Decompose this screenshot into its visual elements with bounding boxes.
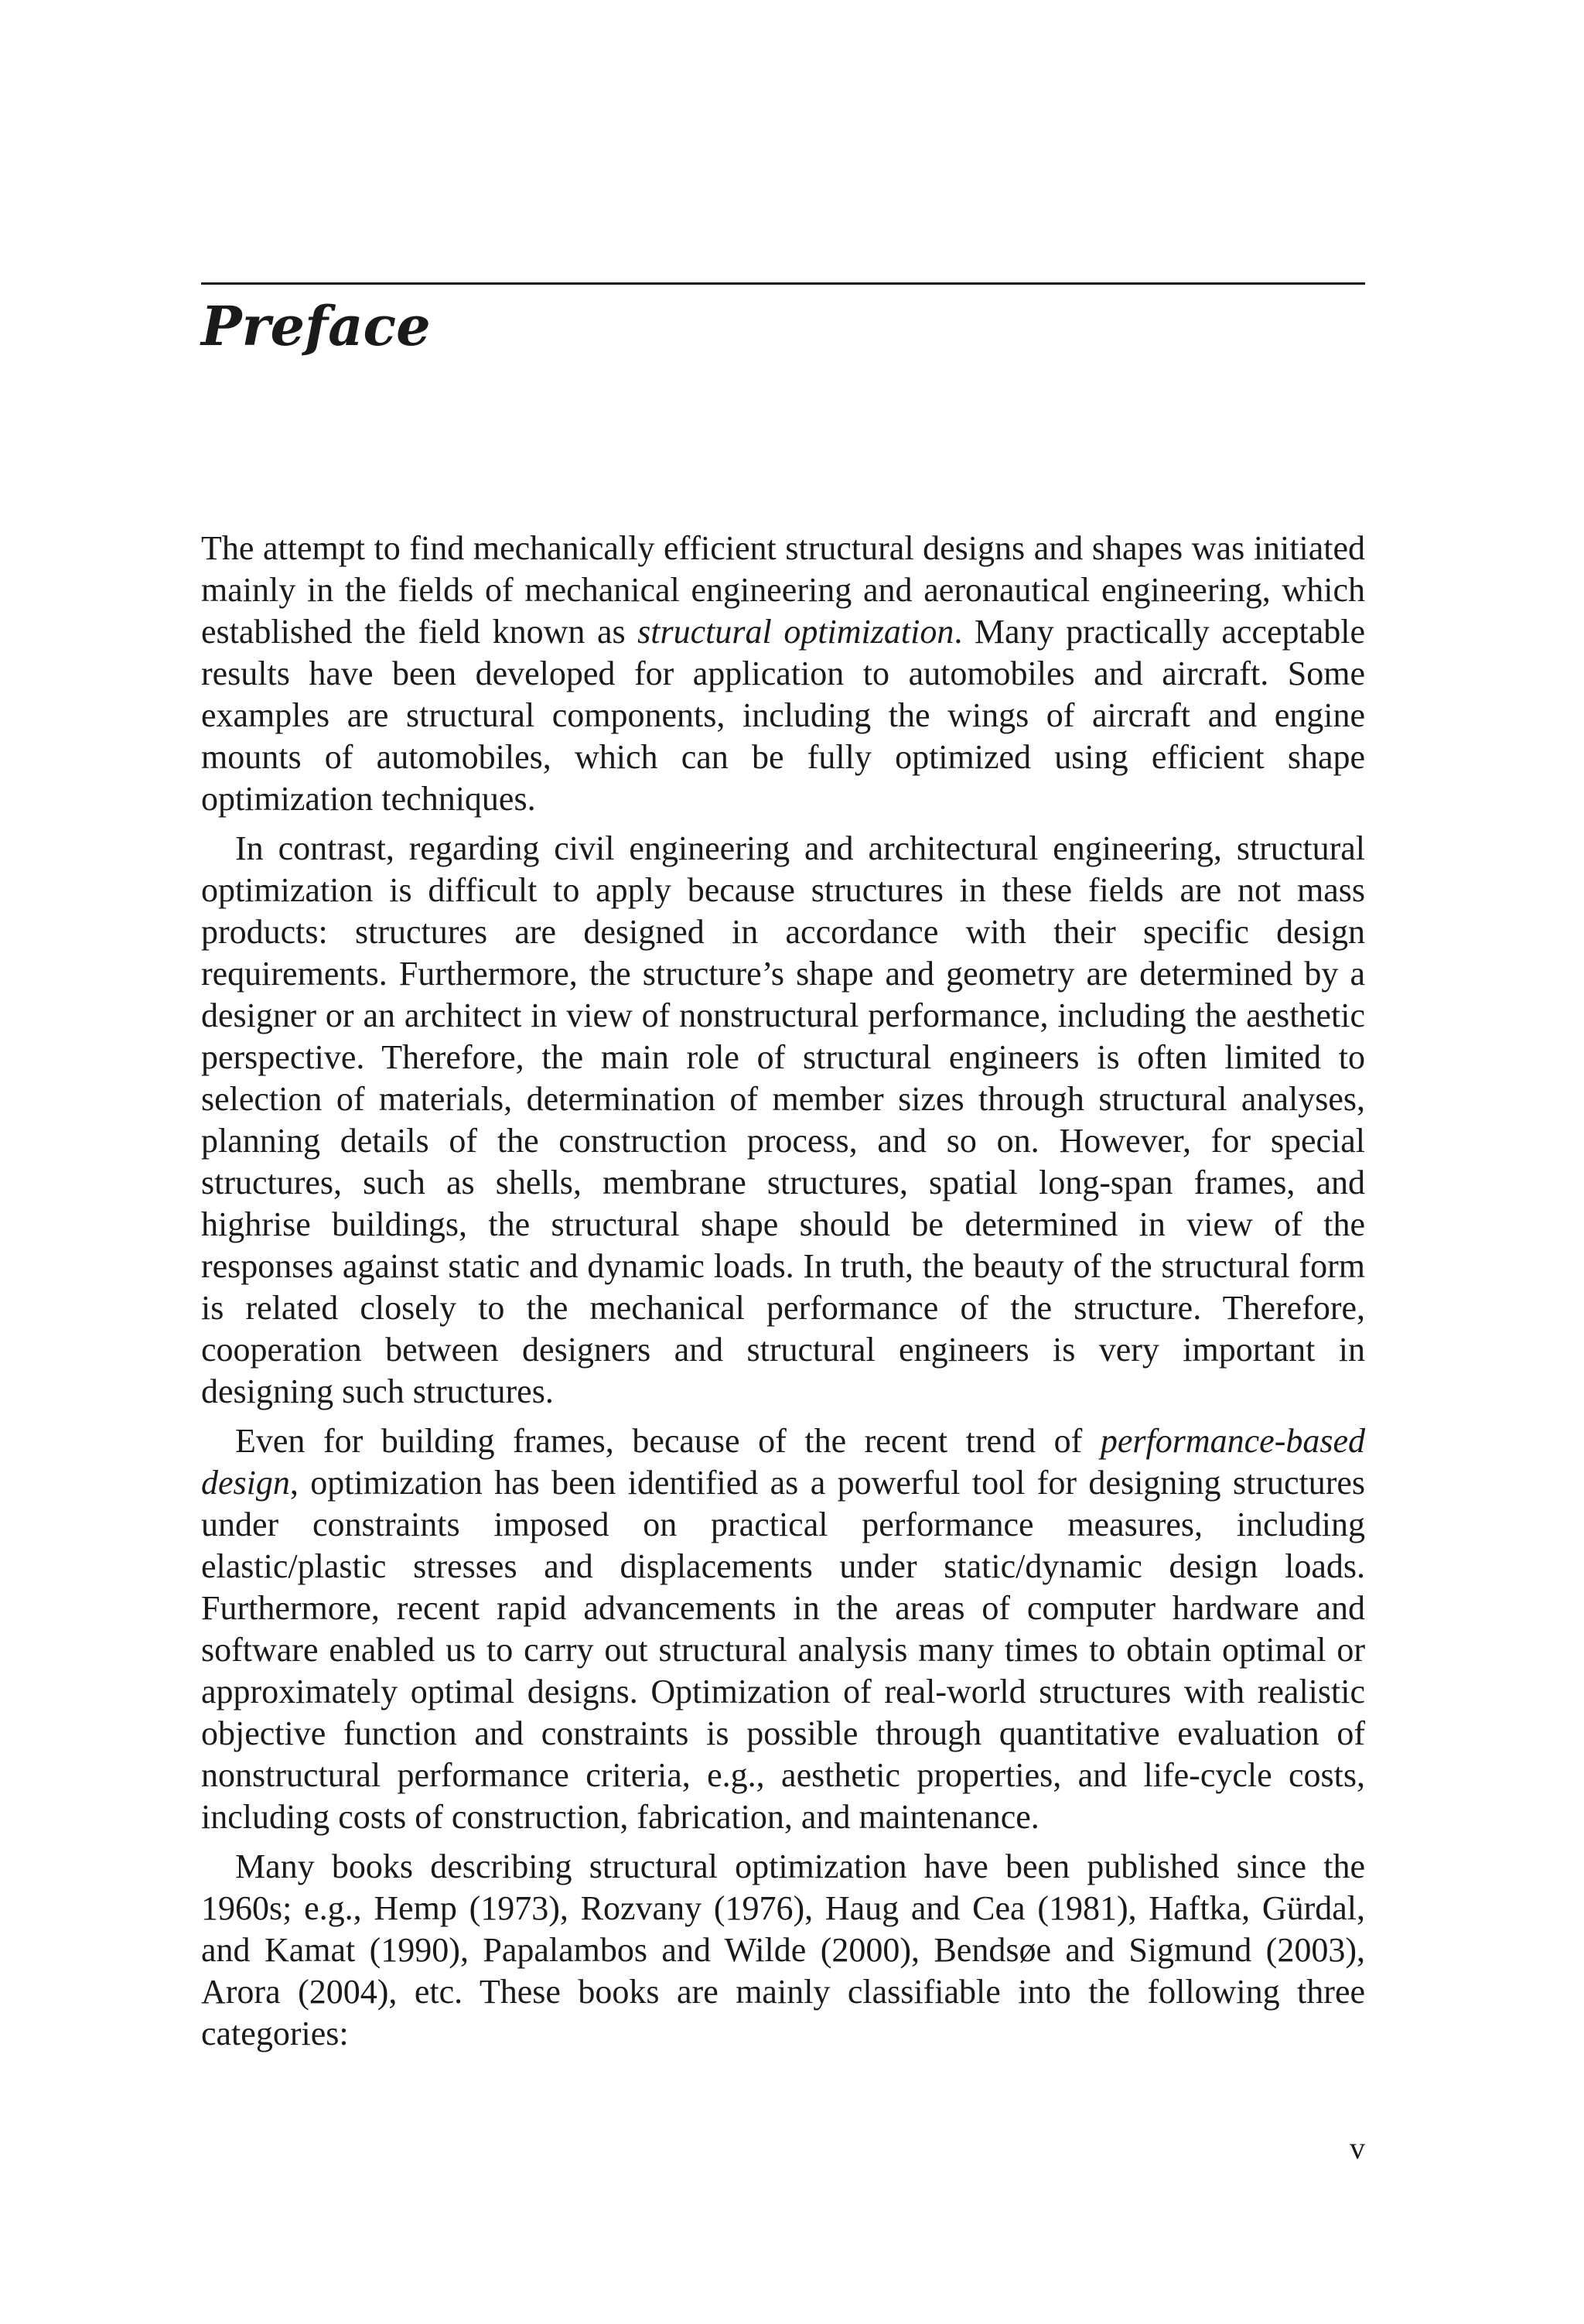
paragraph-2 xyxy=(201,828,1365,1413)
paragraph-4-text-before: Many books describing structural optimization have been published since the 1960s; e.g., Hemp (1973), Rozvany (1976), Haug and Cea (1981), Haftka, Gürdal, and Kamat (1990), Papalambos and Wilde (2000), Bendsøe and Sigmund (2003), Arora (2004), etc. These books are mainly classifiable into the following three categories: xyxy=(201,1847,1365,2052)
chapter-title: Preface xyxy=(201,294,431,358)
paragraph-1-emphasis: structural optimization xyxy=(637,613,954,651)
paragraph-1 xyxy=(201,528,1365,820)
chapter-rule xyxy=(201,282,1365,285)
paragraph-2-text-before: In contrast, regarding civil engineering and architectural engineering, structural optimization is difficult to apply because structures in these fields are not mass products: structures are designed in accordance with their specific design requirements. Furthermore, the structure’s shape and geometry are determined by a designer or an architect in view of nonstructural performance, including the aesthetic perspective. Therefore, the main role of structural engineers is often limited to selection of materials, determination of member sizes through structural analyses, planning details of the construction process, and so on. However, for special structures, such as shells, membrane structures, spatial long-span frames, and highrise buildings, the structural shape should be determined in view of the responses against static and dynamic loads. In truth, the beauty of the structural form is related closely to the mechanical performance of the structure. Therefore, cooperation between designers and structural engineers is very important in designing such structures. xyxy=(201,829,1365,1410)
body-text xyxy=(201,528,1365,2055)
page-number: v xyxy=(1350,2131,1365,2165)
paragraph-3-text-before: Even for building frames, because of the recent trend of xyxy=(235,1422,1101,1460)
paragraph-1-text-after: . Many practically acceptable results have been developed for application to automobiles and aircraft. Some examples are structural components, including the wings of aircraft and engine mounts of automobiles, which can be fully optimized using efficient shape optimization techniques. xyxy=(201,613,1365,818)
paragraph-3-text-after: , optimization has been identified as a powerful tool for designing structures under constraints imposed on practical performance measures, including elastic/plastic stresses and displacements under static/dynamic design loads. Furthermore, recent rapid advancements in the areas of computer hardware and software enabled us to carry out structural analysis many times to obtain optimal or approximately optimal designs. Optimization of real-world structures with realistic objective function and constraints is possible through quantitative evaluation of nonstructural performance criteria, e.g., aesthetic properties, and life-cycle costs, including costs of construction, fabrication, and maintenance. xyxy=(201,1464,1365,1836)
paragraph-3-emphasis: performance-based design xyxy=(201,1422,1365,1502)
paragraph-3 xyxy=(201,1420,1365,1838)
paragraph-4 xyxy=(201,1846,1365,2055)
paragraph-1-text-before: The attempt to find mechanically efficient structural designs and shapes was initiated mainly in the fields of mechanical engineering and aeronautical engineering, which established the field known as xyxy=(201,529,1365,651)
